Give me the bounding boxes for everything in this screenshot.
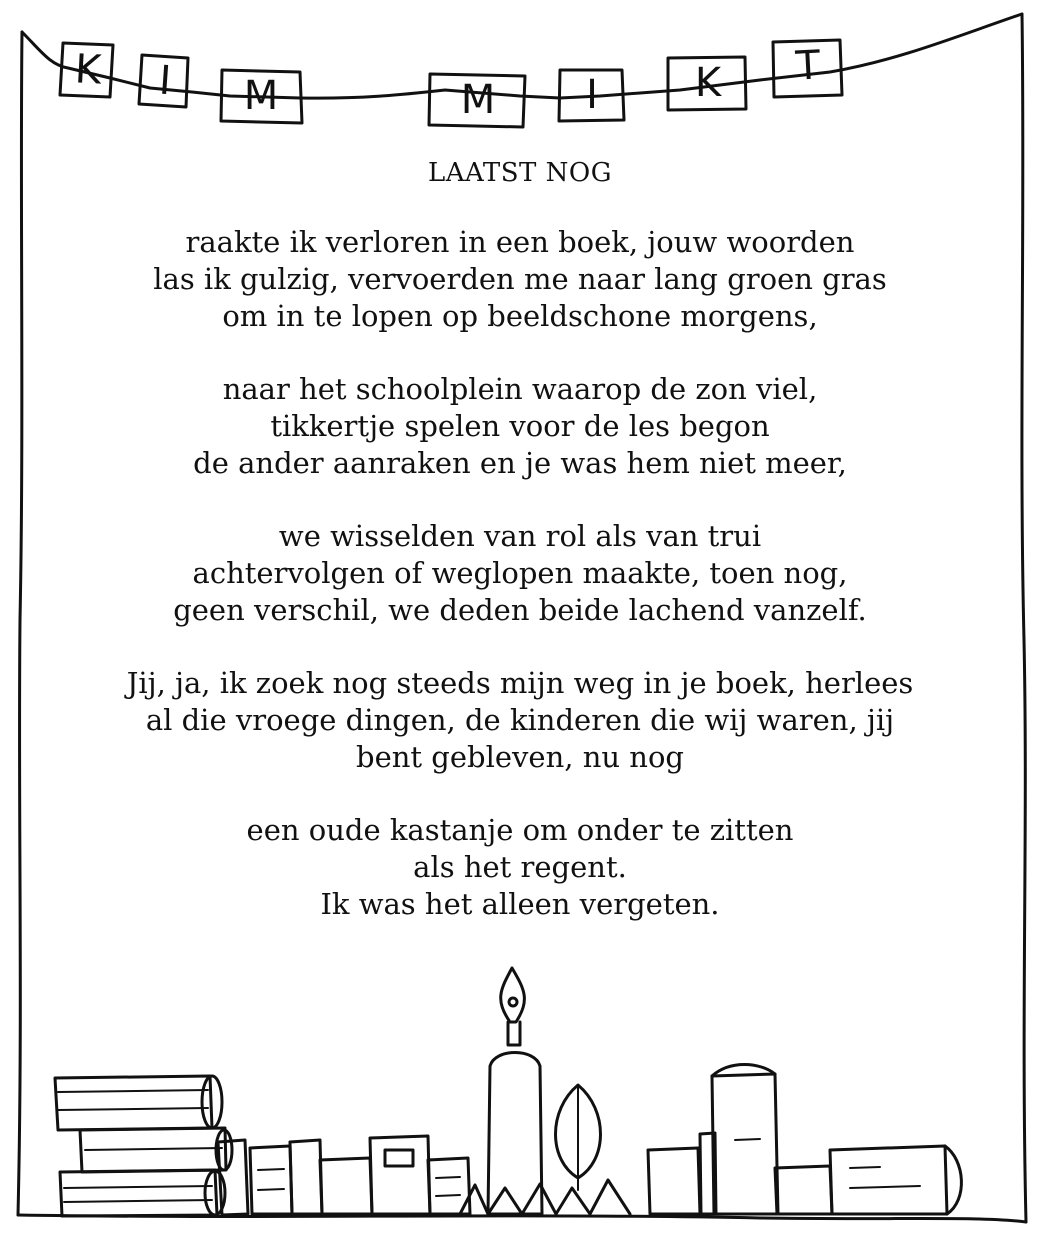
- poem-stanza-2: [40, 371, 1000, 482]
- banner-letter-k: K: [73, 46, 103, 94]
- banner-letter-k: K: [694, 60, 722, 106]
- poem-stanza-1: [40, 224, 1000, 335]
- poem-line: las ik gulzig, vervoerden me naar lang groen gras: [153, 262, 887, 296]
- poem-title: LAATST NOG: [428, 158, 612, 188]
- poem-line: om in te lopen op beeldschone morgens,: [222, 299, 818, 333]
- poem-line: een oude kastanje om onder te zitten: [246, 813, 794, 847]
- banner-letter-m: M: [460, 77, 496, 123]
- poem-line: we wisselden van rol als van trui: [278, 519, 762, 553]
- banner-letter-i: I: [586, 72, 598, 118]
- frame-left-line: [18, 32, 22, 1215]
- banner-letter-t: T: [794, 42, 822, 90]
- poem-line: Jij, ja, ik zoek nog steeds mijn weg in je boek, herlees: [126, 666, 914, 700]
- poem-line: bent gebleven, nu nog: [356, 740, 684, 774]
- pen-nib-icon: [501, 968, 525, 1022]
- poem: [40, 158, 1000, 959]
- bottom-illustration: [55, 968, 961, 1216]
- poem-line: achtervolgen of weglopen maakte, toen nog,: [192, 556, 848, 590]
- poem-stanza-5: [40, 812, 1000, 923]
- poem-line: de ander aanraken en je was hem niet meer,: [193, 446, 847, 480]
- poem-line: geen verschil, we deden beide lachend vanzelf.: [173, 593, 867, 627]
- poem-line: als het regent.: [413, 850, 627, 884]
- poem-line: tikkertje spelen voor de les begon: [270, 409, 770, 443]
- poem-stanza-3: [40, 518, 1000, 629]
- poem-line: raakte ik verloren in een boek, jouw woorden: [185, 225, 855, 259]
- banner-letter-m: M: [243, 73, 279, 119]
- frame-right-line: [1022, 14, 1026, 1222]
- poem-line: al die vroege dingen, de kinderen die wij waren, jij: [145, 703, 895, 737]
- poem-stanza-4: [40, 665, 1000, 776]
- poem-line: Ik was het alleen vergeten.: [320, 887, 720, 921]
- banner-letter-i: I: [157, 57, 173, 105]
- poem-line: naar het schoolplein waarop de zon viel,: [222, 372, 818, 406]
